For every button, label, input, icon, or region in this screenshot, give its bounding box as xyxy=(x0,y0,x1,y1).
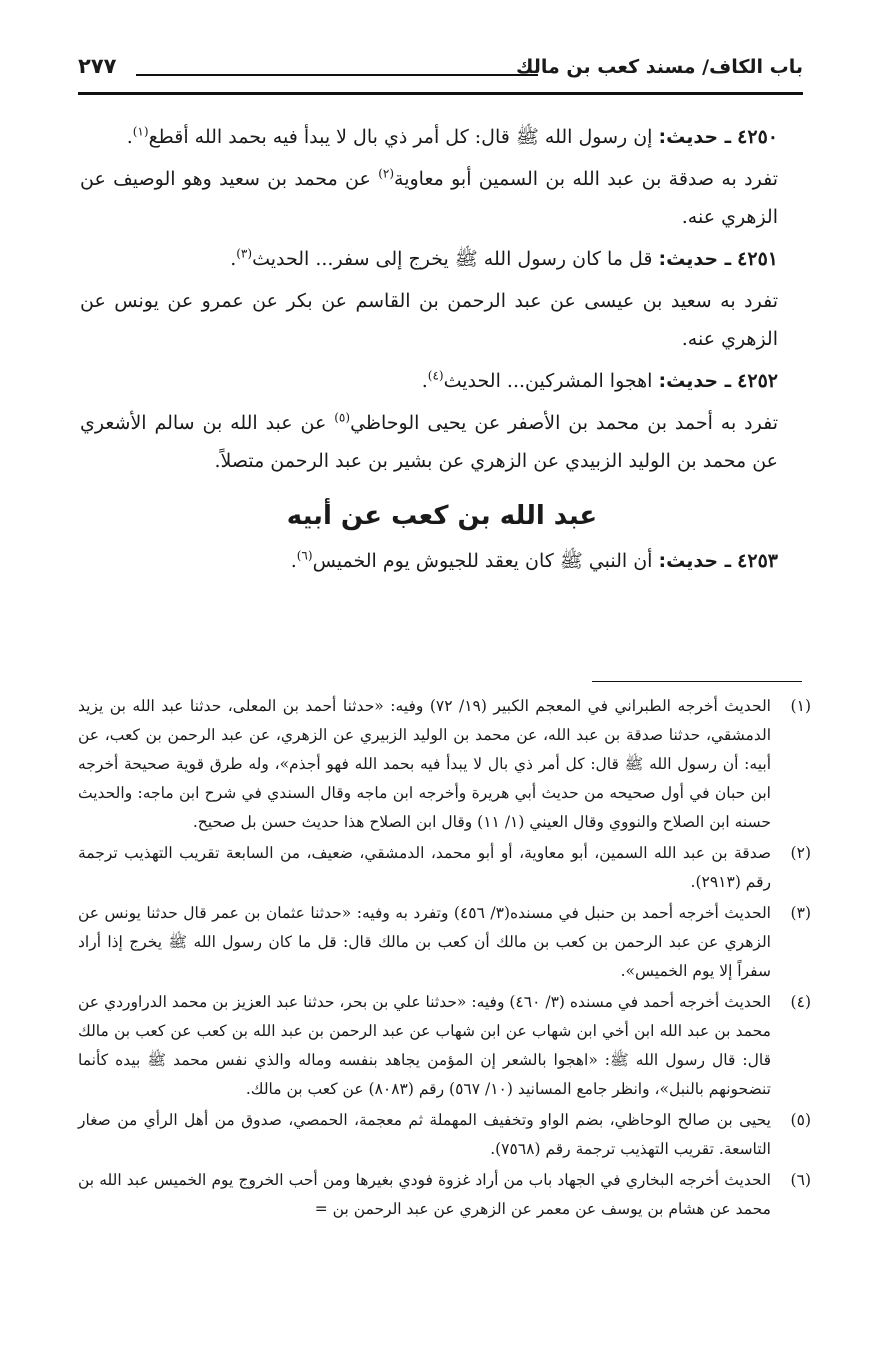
entry-label: ـ حديث: xyxy=(658,550,732,572)
footnote-number: (٣) xyxy=(790,904,811,922)
footnote-text: الحديث أخرجه أحمد في مسنده (٣/ ٤٦٠) وفيه: «حدثنا علي بن بحر، حدثنا عبد العزيز بن محمد الدراوردي عن محمد بن عبد الله ابن أخي ابن شهاب عن ابن شهاب عن عبد الرحمن بن عبد الله بن كعب عن كعب بن مالك قال: قال رسول الله ﷺ: «اهجوا بالشعر إن المؤمن يجاهد بنفسه وماله والذي نفس محمد ﷺ بيده كأنما تنضحونهم بالنبل»، وانظر جامع المسانيد (١٠/ ٥٦٧) رقم (٨٠٨٣) عن كعب بن مالك. xyxy=(78,993,771,1098)
footnote-ref[interactable]: (٢) xyxy=(378,166,395,181)
entry-number: ٤٢٥٠ xyxy=(737,126,778,148)
footnote-item xyxy=(78,1166,811,1224)
footnotes xyxy=(78,692,811,1226)
footnote-item xyxy=(78,899,811,986)
footnote-number: (٢) xyxy=(790,844,811,862)
entry-text: أن النبي ﷺ كان يعقد للجيوش يوم الخميس xyxy=(312,550,653,572)
entry-note: تفرد به أحمد بن محمد بن الأصفر عن يحيى الوحاظي$^{(٥)}$ عن عبد الله بن سالم الأشعري عن محمد بن الوليد الزبيدي عن الزهري عن بشير بن عبد الرحمن متصلاً. xyxy=(80,410,778,472)
footnote-ref[interactable]: (٤) xyxy=(427,368,444,383)
header-rule xyxy=(136,74,538,76)
footnote-number: (١) xyxy=(790,697,811,715)
footnote-item xyxy=(78,692,811,837)
footnote-text: الحديث أخرجه البخاري في الجهاد باب من أراد غزوة فودي بغيرها ومن أحب الخروج يوم الخميس عبد الله بن محمد عن هشام بن يوسف عن معمر عن الزهري عن عبد الرحمن بن = xyxy=(78,1171,771,1218)
entry-end: . xyxy=(126,126,133,148)
footnote-text: يحيى بن صالح الوحاظي، بضم الواو وتخفيف المهملة ثم معجمة، الحمصي، صدوق من أهل الرأي من صغار التاسعة. تقريب التهذيب ترجمة رقم (٧٥٦٨). xyxy=(78,1111,771,1158)
entry-end: . xyxy=(290,550,297,572)
hadith-entry-4251 xyxy=(80,240,804,278)
hadith-entry-4250 xyxy=(80,118,804,156)
hadith-entry-4252 xyxy=(80,362,804,400)
entry-text: قل ما كان رسول الله ﷺ يخرج إلى سفر... الحديث xyxy=(252,248,653,270)
main-text xyxy=(80,118,804,584)
footnote-ref[interactable]: (٣) xyxy=(236,246,253,261)
footnote-text: صدقة بن عبد الله السمين، أبو معاوية، أو أبو محمد، الدمشقي، ضعيف، من السابعة تقريب التهذيب ترجمة رقم (٢٩١٣). xyxy=(78,844,771,891)
entry-number: ٤٢٥٢ xyxy=(737,370,778,392)
page-header xyxy=(78,52,803,95)
footnote-item xyxy=(78,988,811,1104)
footnote-ref[interactable]: (١) xyxy=(132,124,149,139)
entry-label: ـ حديث: xyxy=(658,370,732,392)
entry-end: . xyxy=(421,370,428,392)
footnote-number: (٦) xyxy=(790,1171,811,1189)
entry-text: إن رسول الله ﷺ قال: كل أمر ذي بال لا يبدأ فيه بحمد الله أقطع xyxy=(148,126,653,148)
footnote-number: (٥) xyxy=(790,1111,811,1129)
footnote-number: (٤) xyxy=(790,993,811,1011)
entry-label: ـ حديث: xyxy=(658,126,732,148)
entry-number: ٤٢٥١ xyxy=(737,248,778,270)
section-heading: عبد الله بن كعب عن أبيه xyxy=(286,501,598,531)
footnote-ref[interactable]: (٥) xyxy=(334,410,351,425)
footnote-item xyxy=(78,839,811,897)
entry-note: تفرد به صدقة بن عبد الله بن السمين أبو معاوية$^{(٢)}$ عن محمد بن سعيد وهو الوصيف عن الزهري عنه. xyxy=(80,166,778,228)
footnote-text: الحديث أخرجه أحمد بن حنبل في مسنده(٣/ ٤٥٦) وتفرد به وفيه: «حدثنا عثمان بن عمر قال حدثنا يونس عن الزهري عن عبد الرحمن بن كعب بن مالك أن كعب بن مالك قال: قل ما كان رسول الله ﷺ يخرج إذا أراد سفراً إلا يوم الخميس». xyxy=(78,904,771,980)
entry-number: ٤٢٥٣ xyxy=(737,550,778,572)
entry-end: . xyxy=(230,248,237,270)
footnote-separator xyxy=(592,681,802,682)
entry-text: اهجوا المشركين... الحديث xyxy=(443,370,653,392)
footnote-text: الحديث أخرجه الطبراني في المعجم الكبير (١٩/ ٧٢) وفيه: «حدثنا أحمد بن المعلى، حدثنا عبد الله بن يزيد الدمشقي، حدثنا صدقة بن عبد الله، عن محمد بن الوليد الزبيري عن الزهري، عن عبد الرحمن بن كعب، عن أبيه: أن رسول الله ﷺ قال: كل أمر ذي بال لا يبدأ فيه بحمد الله فهو أجذم»، وله طرق قوية صحيحة أخرجه ابن حبان في أول صحيحه من حديث أبي هريرة وأخرجه ابن ماجه وقال السندي في شرح ابن ماجه: والحديث حسنه ابن الصلاح والنووي وقال العيني (١/ ١١) وقال ابن الصلاح هذا حديث حسن بل صحيح. xyxy=(78,697,771,831)
footnote-item xyxy=(78,1106,811,1164)
page-number: ٢٧٧ xyxy=(78,54,117,78)
entry-note: تفرد به سعيد بن عيسى عن عبد الرحمن بن القاسم عن بكر عن عمرو عن يونس عن الزهري عنه. xyxy=(80,290,778,350)
entry-label: ـ حديث: xyxy=(658,248,732,270)
hadith-entry-4253 xyxy=(80,542,804,580)
footnote-ref[interactable]: (٦) xyxy=(296,548,313,563)
chapter-title: باب الكاف/ مسند كعب بن مالك xyxy=(516,56,803,78)
